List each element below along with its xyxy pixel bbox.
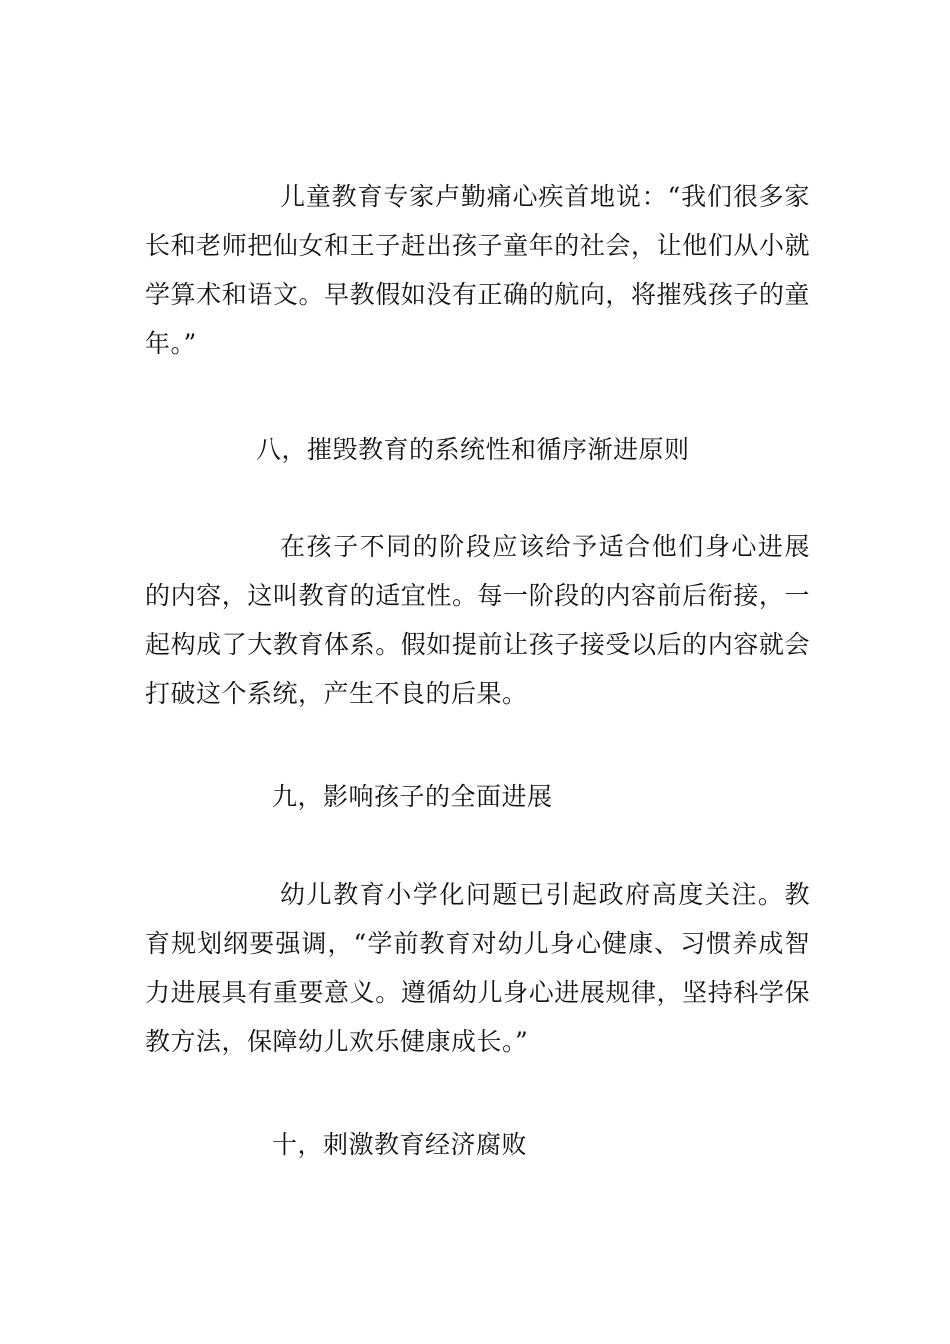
- section-heading-10: 十，刺激教育经济腐败: [272, 1130, 528, 1159]
- section-heading-9: 九，影响孩子的全面进展: [272, 782, 553, 811]
- section-heading-8: 八，摧毁教育的系统性和循序渐进原则: [256, 435, 690, 464]
- paragraph-government-policy: 幼儿教育小学化问题已引起政府高度关注。教育规划纲要强调，“学前教育对幼儿身心健康、习惯养成智力进展具有重要意义。遵循幼儿身心进展规律，坚持科学保教方法，保障幼儿欢乐健康成长。”: [145, 880, 810, 1056]
- paragraph-expert-quote: 儿童教育专家卢勤痛心疾首地说：“我们很多家长和老师把仙女和王子赶出孩子童年的社会，让他们从小就学算术和语文。早教假如没有正确的航向，将摧残孩子的童年。”: [145, 182, 810, 358]
- paragraph-education-system: 在孩子不同的阶段应该给予适合他们身心进展的内容，这叫教育的适宜性。每一阶段的内容前后衔接，一起构成了大教育体系。假如提前让孩子接受以后的内容就会打破这个系统，产生不良的后果。: [145, 532, 810, 708]
